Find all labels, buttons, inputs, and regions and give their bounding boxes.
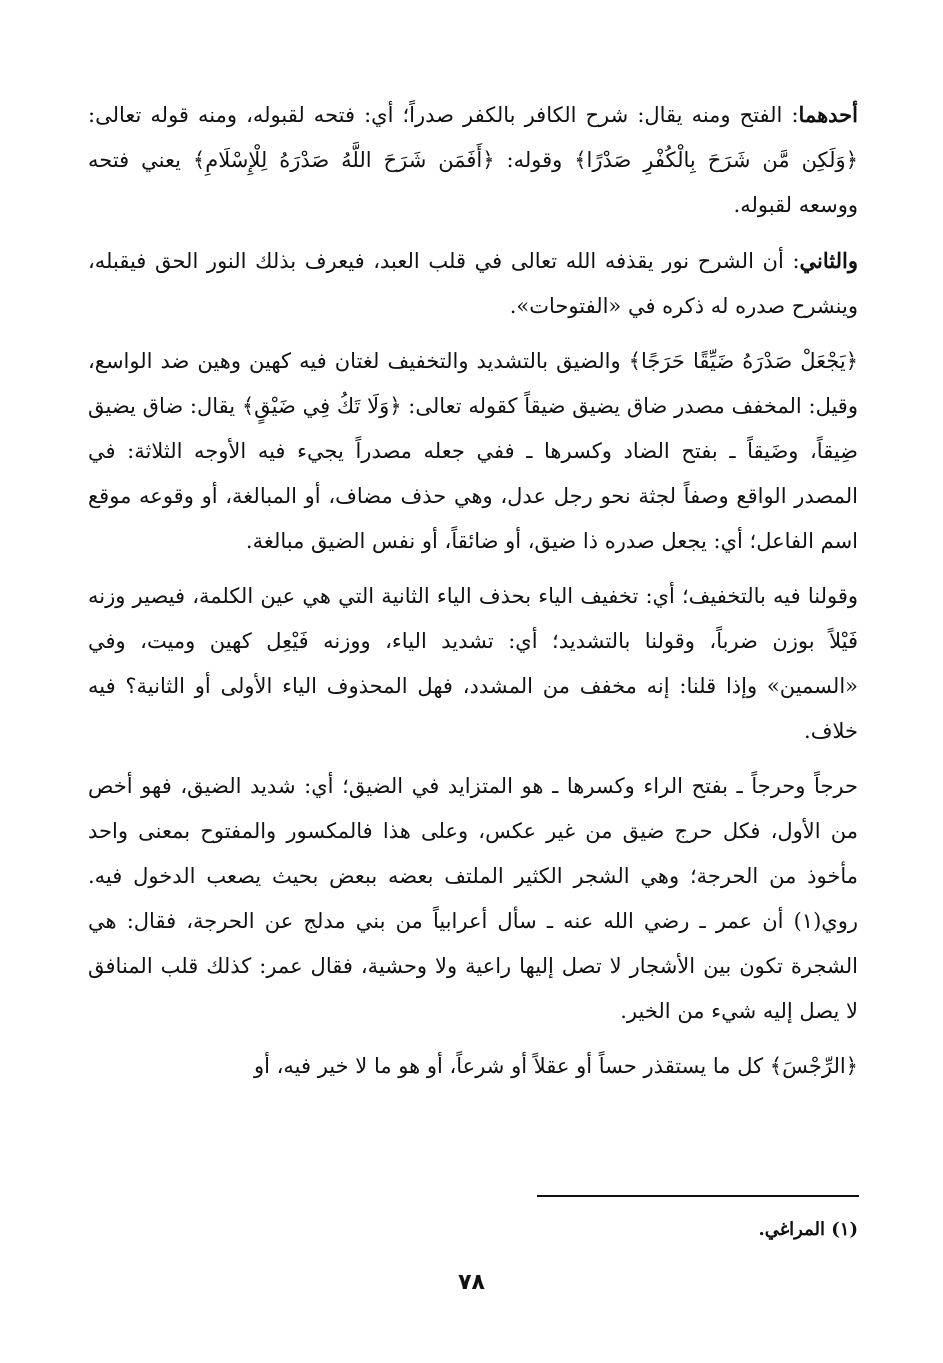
footnote-divider — [537, 1195, 859, 1197]
paragraph-1 — [88, 92, 858, 228]
paragraph-6 — [88, 1044, 858, 1089]
page-body — [88, 92, 858, 1099]
paragraph-text: ﴿يَجْعَلْ صَدْرَهُ ضَيِّقًا حَرَجًا﴾ والضيق بالتشديد والتخفيف لغتان فيه كهين وهين ضد الواسع، وقيل: المخفف مصدر ضاق يضيق ضيقاً كقوله تعالى: ﴿وَلَا تَكُ فِي ضَيْقٍ﴾ يقال: ضاق يضيق ضِيقاً، وضَيقاً ـ بفتح الضاد وكسرها ـ ففي جعله مصدراً يجيء فيه الأوجه الثلاثة: في المصدر الواقع وصفاً لجثة نحو رجل عدل، وهي حذف مضاف، أو المبالغة، أو وقوعه موقع اسم الفاعل؛ أي: يجعل صدره ذا ضيق، أو ضائقاً، أو نفس الضيق مبالغة. — [88, 349, 858, 553]
paragraph-text: : أن الشرح نور يقذفه الله تعالى في قلب العبد، فيعرف بذلك النور الحق فيقبله، وينشرح صدره له ذكره في «الفتوحات». — [88, 249, 858, 318]
paragraph-4 — [88, 574, 858, 754]
paragraph-lead: والثاني — [799, 248, 858, 273]
paragraph-text: : الفتح ومنه يقال: شرح الكافر بالكفر صدراً؛ أي: فتحه لقبوله، ومنه قوله تعالى: ﴿وَلَكِن مَّن شَرَحَ بِالْكُفْرِ صَدْرًا﴾ وقوله: ﴿أَفَمَن شَرَحَ اللَّهُ صَدْرَهُ لِلْإِسْلَامِ﴾ يعني فتحه ووسعه لقبوله. — [88, 103, 858, 217]
paragraph-text: ﴿الرِّجْسَ﴾ كل ما يستقذر حساً أو عقلاً أو شرعاً، أو هو ما لا خير فيه، أو — [253, 1054, 858, 1078]
page-number: ٧٨ — [458, 1270, 485, 1295]
paragraph-text: وقولنا فيه بالتخفيف؛ أي: تخفيف الياء بحذف الياء الثانية التي هي عين الكلمة، فيصير وزنه فَيْلاً بوزن ضرباً، وقولنا بالتشديد؛ أي: تشديد الياء، ووزنه فَيْعِل كهين وميت، وفي «السمين» وإذا قلنا: إنه مخفف من المشدد، فهل المحذوف الياء الأولى أو الثانية؟ فيه خلاف. — [88, 584, 858, 743]
paragraph-text: حرجاً وحرجاً ـ بفتح الراء وكسرها ـ هو المتزايد في الضيق؛ أي: شديد الضيق، فهو أخص من الأول، فكل حرج ضيق من غير عكس، وعلى هذا فالمكسور والمفتوح بمعنى واحد مأخوذ من الحرجة؛ وهي الشجر الكثير الملتف بعضه ببعض بحيث يصعب الدخول فيه. روي(١) أن عمر ـ رضي الله عنه ـ سأل أعرابياً من بني مدلج عن الحرجة، فقال: هي الشجرة تكون بين الأشجار لا تصل إليها راعية ولا وحشية، فقال عمر: كذلك قلب المنافق لا يصل إليه شيء من الخير. — [88, 774, 858, 1023]
paragraph-5 — [88, 764, 858, 1034]
footnote: (١) المراغي. — [758, 1219, 858, 1240]
paragraph-3 — [88, 339, 858, 564]
paragraph-lead: أحدهما — [798, 102, 858, 127]
paragraph-2 — [88, 238, 858, 329]
